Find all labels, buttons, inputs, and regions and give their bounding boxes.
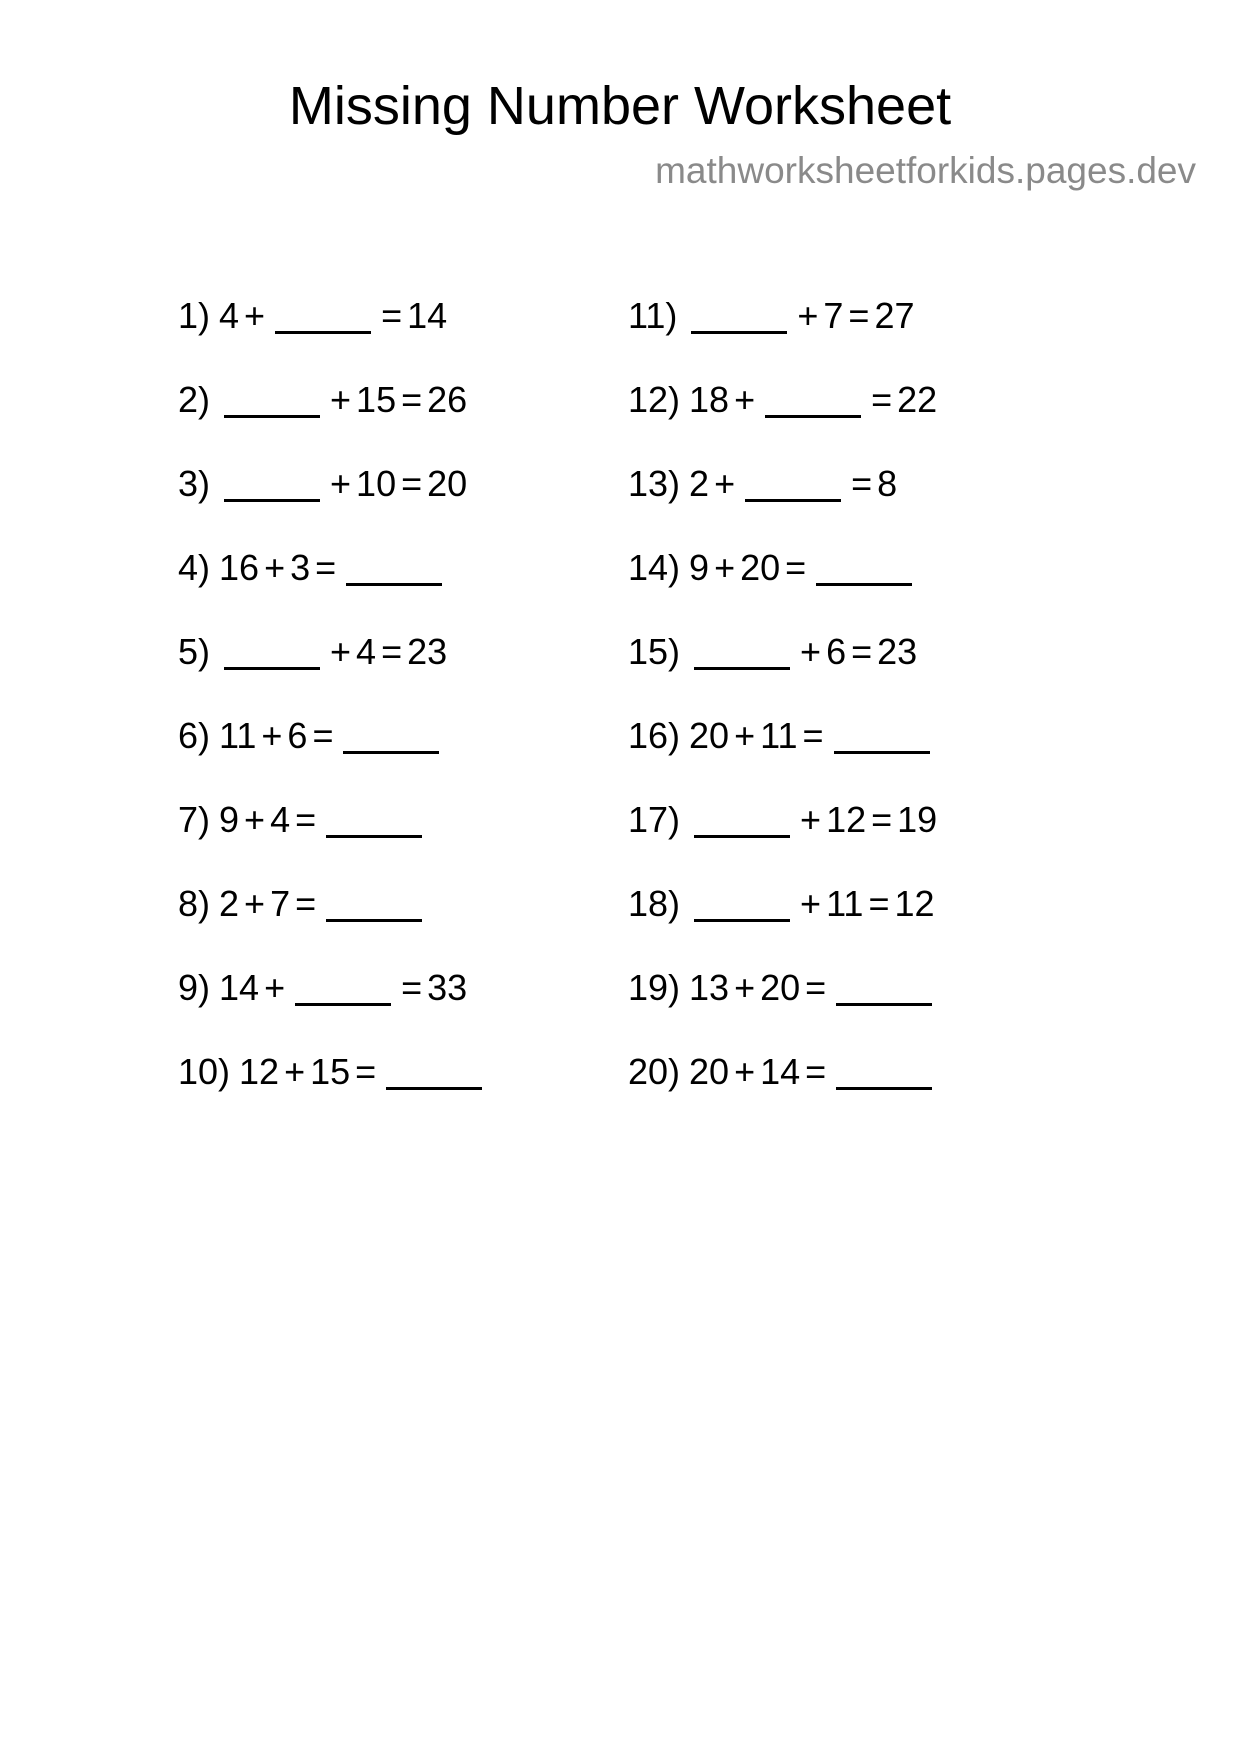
problem-row <box>178 883 628 970</box>
problem-number: 2) <box>178 379 211 420</box>
problem-row <box>178 1051 628 1138</box>
answer-blank[interactable] <box>326 889 422 922</box>
operand-value: 27 <box>874 295 915 336</box>
problem-expression <box>689 379 938 420</box>
operand-value: 20 <box>760 967 801 1008</box>
problem-number: 18) <box>628 883 681 924</box>
plus-operator: + <box>797 295 819 336</box>
answer-blank[interactable] <box>386 1057 482 1090</box>
equals-operator: = <box>805 967 827 1008</box>
operand-value: 18 <box>689 379 730 420</box>
operand-value: 15 <box>310 1051 351 1092</box>
answer-blank[interactable] <box>295 973 391 1006</box>
problem-expression <box>219 967 468 1008</box>
problem-column-right <box>628 295 1078 1138</box>
problem-number: 13) <box>628 463 681 504</box>
operand-value: 12 <box>239 1051 280 1092</box>
operand-value: 20 <box>427 463 468 504</box>
site-credit: mathworksheetforkids.pages.dev <box>655 149 1196 191</box>
plus-operator: + <box>330 463 352 504</box>
problem-expression <box>219 463 468 504</box>
problem-number: 7) <box>178 799 211 840</box>
answer-blank[interactable] <box>694 889 790 922</box>
answer-blank[interactable] <box>326 805 422 838</box>
equals-operator: = <box>848 295 870 336</box>
operand-value: 20 <box>689 715 730 756</box>
problem-row <box>628 295 1078 382</box>
equals-operator: = <box>851 463 873 504</box>
plus-operator: + <box>800 631 822 672</box>
answer-blank[interactable] <box>224 385 320 418</box>
operand-value: 9 <box>689 547 710 588</box>
problem-number: 11) <box>628 295 678 336</box>
problem-expression <box>686 295 915 336</box>
operand-value: 2 <box>219 883 240 924</box>
operand-value: 16 <box>219 547 260 588</box>
problem-row <box>628 967 1078 1054</box>
problem-row <box>628 1051 1078 1138</box>
operand-value: 4 <box>356 631 377 672</box>
problem-number: 5) <box>178 631 211 672</box>
operand-value: 11 <box>219 715 257 756</box>
plus-operator: + <box>264 547 286 588</box>
operand-value: 6 <box>826 631 847 672</box>
problem-expression <box>219 883 427 924</box>
problem-row <box>178 799 628 886</box>
problem-row <box>628 883 1078 970</box>
operand-value: 26 <box>427 379 468 420</box>
equals-operator: = <box>401 463 423 504</box>
page-title: Missing Number Worksheet <box>288 76 952 136</box>
operand-value: 14 <box>407 295 448 336</box>
problem-number: 20) <box>628 1051 681 1092</box>
operand-value: 10 <box>356 463 397 504</box>
answer-blank[interactable] <box>346 553 442 586</box>
problem-row <box>178 547 628 634</box>
operand-value: 33 <box>427 967 468 1008</box>
plus-operator: + <box>800 799 822 840</box>
problem-row <box>178 379 628 466</box>
problem-number: 9) <box>178 967 211 1008</box>
plus-operator: + <box>244 883 266 924</box>
equals-operator: = <box>785 547 807 588</box>
operand-value: 19 <box>897 799 938 840</box>
problem-number: 19) <box>628 967 681 1008</box>
problem-expression <box>239 1051 487 1092</box>
answer-blank[interactable] <box>834 721 930 754</box>
problem-expression <box>219 379 468 420</box>
operand-value: 11 <box>826 883 864 924</box>
equals-operator: = <box>381 295 403 336</box>
plus-operator: + <box>264 967 286 1008</box>
operand-value: 20 <box>689 1051 730 1092</box>
answer-blank[interactable] <box>836 973 932 1006</box>
equals-operator: = <box>802 715 824 756</box>
operand-value: 8 <box>877 463 898 504</box>
problem-expression <box>219 295 448 336</box>
problem-number: 4) <box>178 547 211 588</box>
operand-value: 12 <box>826 799 867 840</box>
equals-operator: = <box>295 799 317 840</box>
problem-row <box>628 547 1078 634</box>
equals-operator: = <box>401 379 423 420</box>
operand-value: 14 <box>219 967 260 1008</box>
plus-operator: + <box>261 715 283 756</box>
problem-number: 3) <box>178 463 211 504</box>
equals-operator: = <box>315 547 337 588</box>
problem-expression <box>689 715 934 756</box>
problem-expression <box>219 631 448 672</box>
problem-row <box>178 463 628 550</box>
problem-expression <box>689 463 898 504</box>
problem-row <box>628 379 1078 466</box>
problem-number: 15) <box>628 631 681 672</box>
plus-operator: + <box>734 1051 756 1092</box>
operand-value: 7 <box>823 295 844 336</box>
operand-value: 22 <box>897 379 938 420</box>
answer-blank[interactable] <box>343 721 439 754</box>
problem-expression <box>219 547 447 588</box>
plus-operator: + <box>244 295 266 336</box>
problem-expression <box>689 799 938 840</box>
problem-row <box>178 967 628 1054</box>
operand-value: 6 <box>287 715 308 756</box>
plus-operator: + <box>714 463 736 504</box>
answer-blank[interactable] <box>691 301 787 334</box>
problem-row <box>628 799 1078 886</box>
plus-operator: + <box>330 631 352 672</box>
operand-value: 15 <box>356 379 397 420</box>
problem-expression <box>219 799 427 840</box>
plus-operator: + <box>330 379 352 420</box>
equals-operator: = <box>401 967 423 1008</box>
problem-expression <box>689 547 917 588</box>
plus-operator: + <box>734 967 756 1008</box>
problem-row <box>628 631 1078 718</box>
problem-column-left <box>178 295 628 1138</box>
operand-value: 9 <box>219 799 240 840</box>
answer-blank[interactable] <box>224 469 320 502</box>
equals-operator: = <box>871 379 893 420</box>
problem-number: 8) <box>178 883 211 924</box>
plus-operator: + <box>714 547 736 588</box>
answer-blank[interactable] <box>224 637 320 670</box>
problem-number: 16) <box>628 715 681 756</box>
problem-row <box>178 715 628 802</box>
operand-value: 23 <box>407 631 448 672</box>
plus-operator: + <box>244 799 266 840</box>
problem-number: 14) <box>628 547 681 588</box>
answer-blank[interactable] <box>745 469 841 502</box>
equals-operator: = <box>805 1051 827 1092</box>
plus-operator: + <box>734 379 756 420</box>
problem-expression <box>219 715 444 756</box>
operand-value: 4 <box>219 295 240 336</box>
operand-value: 23 <box>877 631 918 672</box>
equals-operator: = <box>381 631 403 672</box>
problem-number: 12) <box>628 379 681 420</box>
operand-value: 11 <box>760 715 798 756</box>
operand-value: 12 <box>894 883 935 924</box>
plus-operator: + <box>734 715 756 756</box>
equals-operator: = <box>295 883 317 924</box>
answer-blank[interactable] <box>694 637 790 670</box>
answer-blank[interactable] <box>694 805 790 838</box>
operand-value: 13 <box>689 967 730 1008</box>
answer-blank[interactable] <box>765 385 861 418</box>
problem-expression <box>689 631 918 672</box>
worksheet-header <box>0 0 1240 191</box>
problem-expression <box>689 967 937 1008</box>
equals-operator: = <box>355 1051 377 1092</box>
answer-blank[interactable] <box>836 1057 932 1090</box>
problem-number: 6) <box>178 715 211 756</box>
operand-value: 3 <box>290 547 311 588</box>
problem-row <box>178 295 628 382</box>
equals-operator: = <box>851 631 873 672</box>
plus-operator: + <box>800 883 822 924</box>
equals-operator: = <box>871 799 893 840</box>
operand-value: 7 <box>270 883 291 924</box>
problem-expression <box>689 883 935 924</box>
problem-number: 17) <box>628 799 681 840</box>
answer-blank[interactable] <box>816 553 912 586</box>
problem-expression <box>689 1051 937 1092</box>
equals-operator: = <box>868 883 890 924</box>
plus-operator: + <box>284 1051 306 1092</box>
problem-number: 1) <box>178 295 211 336</box>
equals-operator: = <box>312 715 334 756</box>
problem-row <box>178 631 628 718</box>
operand-value: 2 <box>689 463 710 504</box>
operand-value: 4 <box>270 799 291 840</box>
problem-row <box>628 463 1078 550</box>
problem-number: 10) <box>178 1051 231 1092</box>
answer-blank[interactable] <box>275 301 371 334</box>
problem-row <box>628 715 1078 802</box>
operand-value: 14 <box>760 1051 801 1092</box>
problem-grid <box>0 295 1240 1138</box>
operand-value: 20 <box>740 547 781 588</box>
